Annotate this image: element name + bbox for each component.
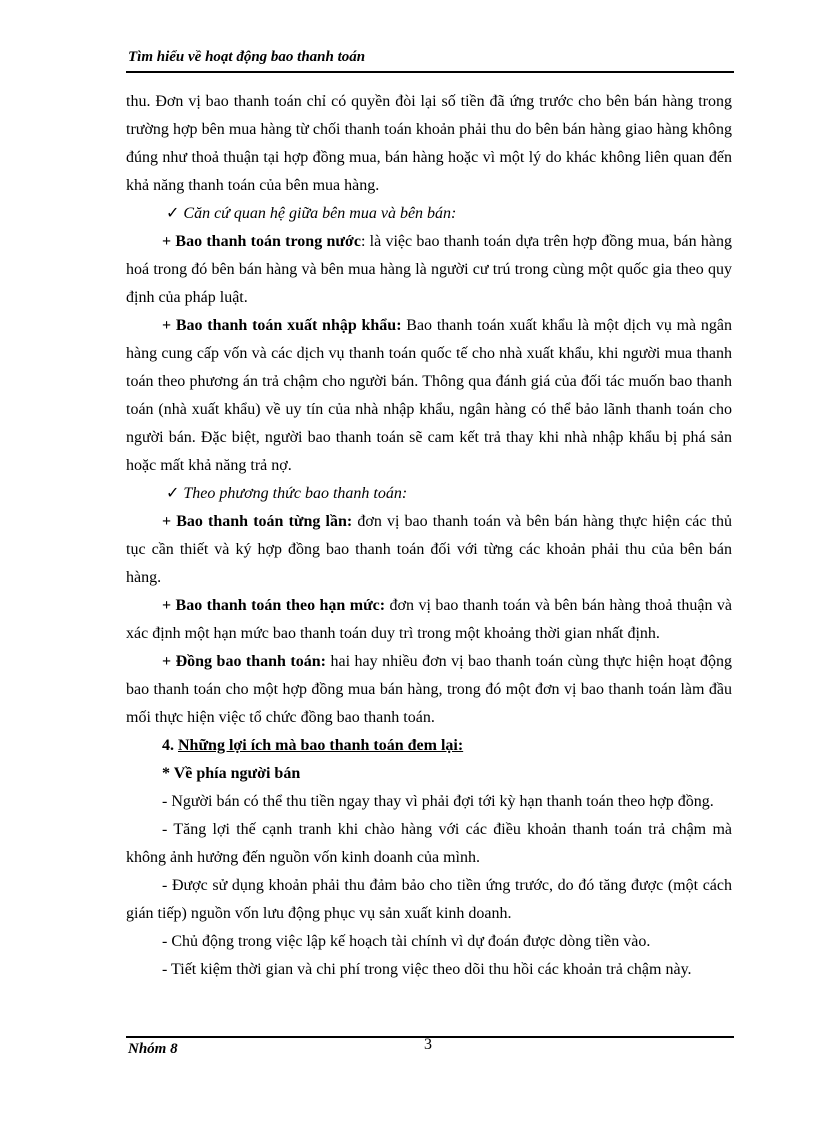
paragraph — [126, 592, 732, 648]
checklist-heading-text: Căn cứ quan hệ giữa bên mua và bên bán: — [183, 205, 457, 222]
term-description: đơn vị bao thanh toán và bên bán hàng thực hiện các thủ tục cần thiết và ký hợp đồng bao thanh toán đối với từng các khoản phải thu của bên bán hàng. — [126, 513, 732, 586]
term-label: + Bao thanh toán trong nước — [162, 233, 361, 250]
checklist-heading — [126, 200, 732, 228]
document-body — [126, 88, 732, 984]
bullet-item: - Người bán có thể thu tiền ngay thay vì phải đợi tới kỳ hạn thanh toán theo hợp đồng. — [162, 793, 714, 810]
footer-group-label: Nhóm 8 — [128, 1041, 178, 1057]
checkmark-icon: ✓ — [166, 485, 180, 502]
term-description: hai hay nhiều đơn vị bao thanh toán cùng thực hiện hoạt động bao thanh toán cho một hợp đồng mua bán hàng, trong đó một đơn vị bao thanh toán làm đầu mối thực hiện việc tổ chức đồng bao thanh toán. — [126, 653, 732, 726]
bullet-item: - Chủ động trong việc lập kế hoạch tài chính vì dự đoán được dòng tiền vào. — [162, 933, 651, 950]
term-description: đơn vị bao thanh toán và bên bán hàng thoả thuận và xác định một hạn mức bao thanh toán duy trì trong một khoảng thời gian nhất định. — [126, 597, 733, 642]
subheading-text: * Về phía người bán — [162, 765, 301, 782]
checklist-heading — [126, 480, 732, 508]
bullet-item: - Tăng lợi thế cạnh tranh khi chào hàng với các điều khoản thanh toán trả chậm mà không ảnh hưởng đến nguồn vốn kinh doanh của mình. — [126, 821, 732, 866]
bullet-item: - Tiết kiệm thời gian và chi phí trong việc theo dõi thu hồi các khoản trả chậm này. — [162, 961, 692, 978]
checklist-heading-text: Theo phương thức bao thanh toán: — [183, 485, 408, 502]
term-description: Bao thanh toán xuất khẩu là một dịch vụ mà ngân hàng cung cấp vốn và các dịch vụ thanh toán quốc tế cho nhà xuất khẩu, khi người mua thanh toán theo phương án trả chậm cho người bán. Thông qua đánh giá của đối tác muốn bao thanh toán (nhà xuất khẩu) về uy tín của nhà nhập khẩu, ngân hàng có thể bảo lãnh thanh toán cho người bán. Đặc biệt, người bao thanh toán sẽ cam kết trả thay khi nhà nhập khẩu bị phá sản hoặc mất khả năng trả nợ. — [126, 317, 733, 474]
paragraph — [126, 228, 732, 312]
page-number: 3 — [424, 1036, 432, 1053]
section-heading — [126, 732, 732, 760]
subheading — [126, 760, 732, 788]
paragraph: thu. Đơn vị bao thanh toán chỉ có quyền đòi lại số tiền đã ứng trước cho bên bán hàng trong trường hợp bên mua hàng từ chối thanh toán khoản phải thu do bên bán hàng giao hàng không đúng như thoả thuận tại hợp đồng mua, bán hàng hoặc vì một lý do khác không liên quan đến khả năng thanh toán của bên mua hàng. — [126, 93, 732, 194]
bullet-item: - Được sử dụng khoản phải thu đảm bảo cho tiền ứng trước, do đó tăng được (một cách gián tiếp) nguồn vốn lưu động phục vụ sản xuất kinh doanh. — [126, 877, 732, 922]
paragraph — [126, 508, 732, 592]
page-header-title: Tìm hiểu về hoạt động bao thanh toán — [128, 49, 366, 65]
term-label: + Bao thanh toán từng lần: — [162, 513, 353, 530]
term-description: : là việc bao thanh toán dựa trên hợp đồng mua, bán hàng hoá trong đó bên bán hàng và bên mua hàng là người cư trú trong cùng một quốc gia theo quy định của pháp luật. — [126, 233, 732, 306]
checkmark-icon: ✓ — [166, 205, 180, 222]
section-number: 4. — [162, 737, 178, 754]
paragraph — [126, 312, 732, 480]
header-divider — [126, 71, 734, 73]
term-label: + Bao thanh toán xuất nhập khẩu: — [162, 317, 402, 334]
paragraph — [126, 648, 732, 732]
term-label: + Bao thanh toán theo hạn mức: — [162, 597, 386, 614]
section-title: Những lợi ích mà bao thanh toán đem lại: — [178, 737, 464, 754]
term-label: + Đồng bao thanh toán: — [162, 653, 326, 670]
